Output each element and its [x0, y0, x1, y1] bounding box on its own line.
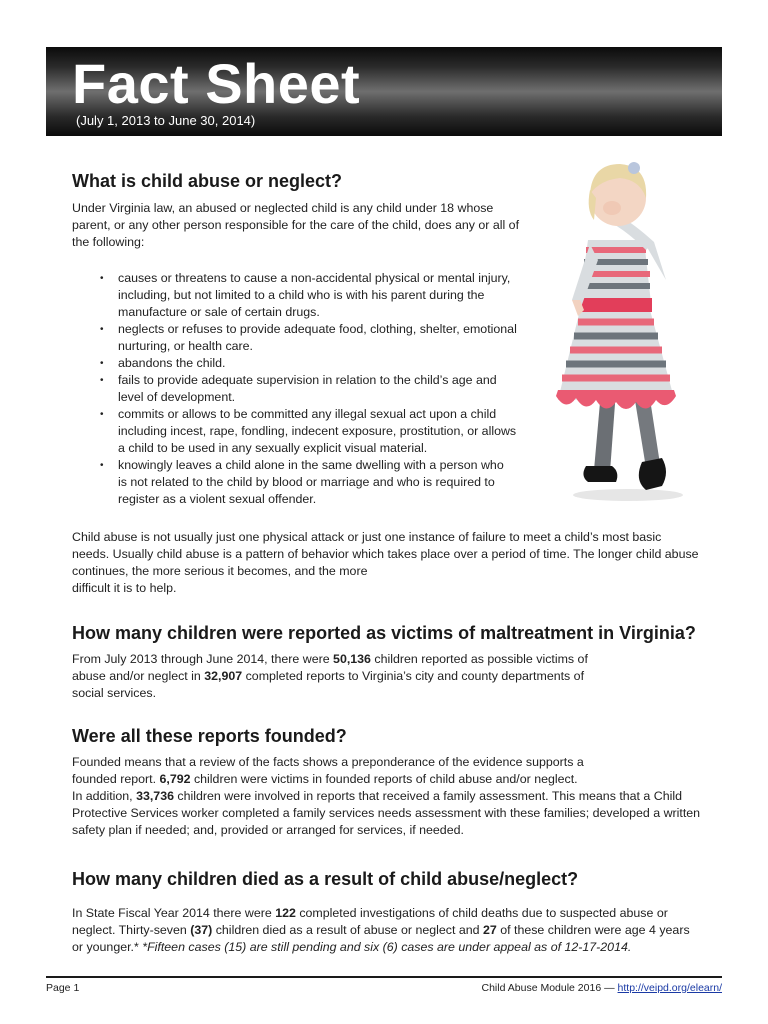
bullet-line: nurturing, or health care. — [118, 339, 253, 353]
pending-cases-note: *Fifteen cases (15) are still pending and six (6) cases are under appeal as of 12-17-2014. — [142, 940, 632, 954]
section1-closing — [72, 529, 732, 597]
elearn-link[interactable]: http://veipd.org/elearn/ — [617, 982, 722, 994]
abuse-definition-list — [100, 270, 550, 508]
deaths-count: (37) — [190, 923, 213, 937]
footer-divider — [46, 976, 722, 978]
bullet-line: knowingly leaves a child alone in the same dwelling with a person who — [118, 458, 504, 472]
text-run: of these children were age 4 years — [496, 923, 690, 937]
closing-line: needs. Usually child abuse is a pattern of behavior which takes place over a period of time. The longer child abuse — [72, 547, 699, 561]
section-heading-child-deaths: How many children died as a result of child abuse/neglect? — [72, 869, 579, 889]
founded-children-count: 6,792 — [159, 772, 191, 786]
date-range: (July 1, 2013 to June 30, 2014) — [76, 113, 256, 128]
closing-line: Child abuse is not usually just one physical attack or just one instance of failure to meet a child’s most basic — [72, 530, 662, 544]
text-run: Protective Services worker completed a family services needs assessment with these families; developed a written — [72, 806, 701, 820]
bullet-line: including, but not limited to a child who is with his parent during the — [118, 288, 485, 302]
text-run: In State Fiscal Year 2014 there were — [72, 906, 276, 920]
family-assessment-count: 33,736 — [136, 789, 174, 803]
bullet-line: neglects or refuses to provide adequate food, clothing, shelter, emotional — [118, 322, 517, 336]
list-item — [100, 321, 550, 355]
text-run: children died as a result of abuse or neglect and — [212, 923, 483, 937]
intro-line: Under Virginia law, an abused or neglected child is any child under 18 whose — [72, 201, 494, 215]
text-run: abuse and/or neglect in — [72, 669, 205, 683]
page-title: Fact Sheet — [72, 52, 361, 115]
bullet-line: including incest, rape, fondling, indecent exposure, prostitution, or allows — [118, 424, 517, 438]
fact-sheet-banner — [46, 47, 722, 136]
module-label: Child Abuse Module 2016 — — [481, 982, 618, 994]
text-run: or younger.* — [72, 940, 143, 954]
text-run: From July 2013 through June 2014, there were — [72, 652, 334, 666]
section4-body — [72, 905, 732, 956]
list-item — [100, 457, 550, 508]
section2-body — [72, 651, 672, 702]
bullet-line: is not related to the child by blood or marriage and who is required to — [118, 475, 495, 489]
text-run: completed investigations of child deaths due to suspected abuse or — [295, 906, 668, 920]
text-run: children reported as possible victims of — [370, 652, 588, 666]
list-item — [100, 270, 550, 321]
text-run: neglect. Thirty-seven — [72, 923, 191, 937]
completed-reports-count: 32,907 — [204, 669, 243, 683]
list-item — [100, 372, 550, 406]
text-run: In addition, — [72, 789, 137, 803]
bullet-line: abandons the child. — [118, 356, 226, 370]
investigations-count: 122 — [275, 906, 296, 920]
list-item — [100, 355, 550, 372]
page-number: Page 1 — [46, 982, 80, 994]
text-run: children were involved in reports that received a family assessment. This means that a Child — [173, 789, 683, 803]
reported-children-count: 50,136 — [333, 652, 371, 666]
bullet-line: level of development. — [118, 390, 236, 404]
section-heading-what-is-abuse: What is child abuse or neglect? — [72, 171, 343, 191]
text-run: completed reports to Virginia’s city and county departments of — [242, 669, 585, 683]
section3-body — [72, 754, 732, 839]
toddler-photo — [550, 150, 690, 522]
age-4-count: 27 — [482, 923, 497, 937]
list-item — [100, 406, 550, 457]
closing-line: continues, the more serious it becomes, and the more — [72, 564, 368, 578]
text-run: founded report. — [72, 772, 160, 786]
bullet-line: register as a violent sexual offender. — [118, 492, 317, 506]
footer-module — [482, 982, 723, 994]
bullet-line: causes or threatens to cause a non-accidental physical or mental injury, — [118, 271, 511, 285]
closing-line: difficult it is to help. — [72, 581, 177, 595]
text-run: safety plan if needed; and, provided or arranged for services, if needed. — [72, 823, 464, 837]
bullet-line: commits or allows to be committed any illegal sexual act upon a child — [118, 407, 497, 421]
section-heading-reports-founded: Were all these reports founded? — [72, 726, 347, 746]
intro-line: parent, or any other person responsible for the care of the child, does any or all of — [72, 218, 520, 232]
bullet-line: manufacture or sale of certain drugs. — [118, 305, 320, 319]
section-heading-reported-victims: How many children were reported as victims of maltreatment in Virginia? — [72, 623, 696, 643]
bullet-line: fails to provide adequate supervision in relation to the child’s age and — [118, 373, 497, 387]
text-run: social services. — [72, 686, 157, 700]
text-run: children were victims in founded reports of child abuse and/or neglect. — [190, 772, 578, 786]
intro-line: the following: — [72, 235, 145, 249]
text-run: Founded means that a review of the facts shows a preponderance of the evidence supports a — [72, 755, 584, 769]
section1-intro — [72, 200, 542, 251]
bullet-line: a child to be used in any sexually explicit visual material. — [118, 441, 428, 455]
